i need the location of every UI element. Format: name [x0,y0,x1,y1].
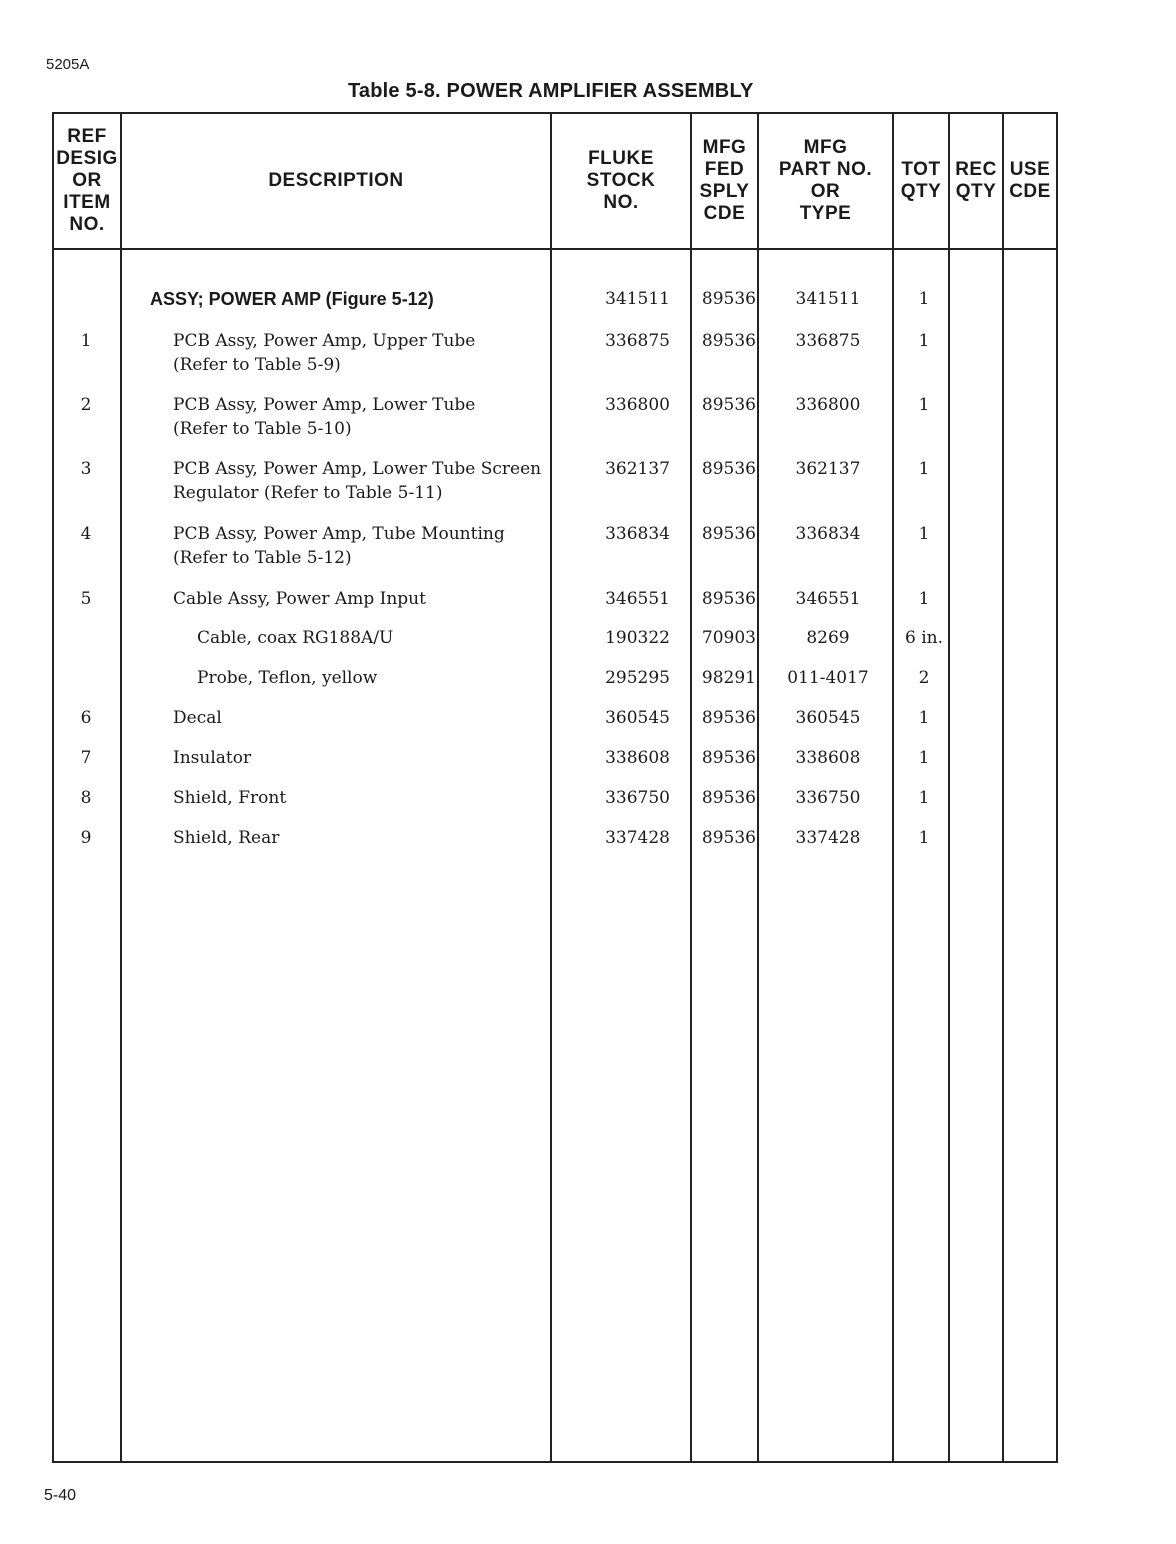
ref-desig-cell: 6 [80,708,92,728]
header-tot-qty: TOT QTY [900,159,942,202]
mfg-code-cell: 89536 [701,589,756,609]
part-no-cell: 337428 [795,828,861,848]
stock-no-cell: 346551 [605,589,670,609]
mfg-code-cell: 70903 [701,628,756,648]
stock-no-cell: 337428 [605,828,670,848]
description-cell [173,393,475,441]
page-number: 5-40 [44,1487,77,1504]
part-no-cell: 362137 [795,459,861,479]
header-fluke-stock-no: FLUKE STOCK NO. [586,148,656,213]
header-ref-desig: REF DESIG OR ITEM NO. [56,126,118,235]
description-line: Regulator (Refer to Table 5-11) [173,483,443,503]
table-title: Table 5-8. POWER AMPLIFIER ASSEMBLY [348,80,754,102]
tot-qty-cell: 1 [918,708,930,728]
mfg-code-cell: 89536 [701,828,756,848]
stock-no-cell: 338608 [605,748,670,768]
part-no-cell: 341511 [795,289,861,309]
mfg-code-cell: 89536 [701,289,756,309]
ref-desig-cell: 3 [80,459,92,479]
ref-desig-cell: 2 [80,395,92,415]
description-cell [173,457,541,505]
part-no-cell: 336800 [795,395,861,415]
description-line: (Refer to Table 5-12) [173,548,352,568]
ref-desig-cell: 1 [80,331,92,351]
description-line: (Refer to Table 5-10) [173,419,352,439]
description-cell: Decal [173,708,222,728]
tot-qty-cell: 6 in. [904,628,943,648]
tot-qty-cell: 1 [918,748,930,768]
tot-qty-cell: 1 [918,828,930,848]
description-cell: Cable, coax RG188A/U [197,628,394,648]
mfg-code-cell: 89536 [701,459,756,479]
description-cell: Shield, Front [173,788,287,808]
stock-no-cell: 336875 [605,331,670,351]
part-no-cell: 336750 [795,788,861,808]
stock-no-cell: 360545 [605,708,670,728]
mfg-code-cell: 89536 [701,708,756,728]
tot-qty-cell: 1 [918,524,930,544]
ref-desig-cell: 8 [80,788,92,808]
part-no-cell: 360545 [795,708,861,728]
header-description: DESCRIPTION [268,170,404,191]
description-cell: Insulator [173,748,252,768]
description-line: (Refer to Table 5-9) [173,355,341,375]
tot-qty-cell: 1 [918,459,930,479]
ref-desig-cell: 9 [80,828,92,848]
header-rec-qty: REC QTY [955,159,997,202]
part-no-cell: 346551 [795,589,861,609]
description-cell: ASSY; POWER AMP (Figure 5-12) [150,289,434,309]
ref-desig-cell: 7 [80,748,92,768]
stock-no-cell: 190322 [605,628,670,648]
tot-qty-cell: 1 [918,331,930,351]
header-mfg-part-no: MFG PART NO. OR TYPE [778,137,873,224]
mfg-code-cell: 89536 [701,524,756,544]
part-no-cell: 011-4017 [787,668,869,688]
part-no-cell: 336875 [795,331,861,351]
stock-no-cell: 336750 [605,788,670,808]
mfg-code-cell: 89536 [701,788,756,808]
stock-no-cell: 295295 [605,668,670,688]
ref-desig-cell: 4 [80,524,92,544]
part-no-cell: 338608 [795,748,861,768]
column-divider [1002,112,1004,1463]
parts-list-table [52,112,1058,1463]
description-line: PCB Assy, Power Amp, Lower Tube [173,395,476,415]
mfg-code-cell: 89536 [701,748,756,768]
description-line: PCB Assy, Power Amp, Upper Tube [173,331,476,351]
column-divider [550,112,552,1463]
description-cell [173,522,505,570]
stock-no-cell: 336800 [605,395,670,415]
description-cell: Probe, Teflon, yellow [197,668,378,688]
part-no-cell: 8269 [806,628,850,648]
tot-qty-cell: 1 [918,289,930,309]
tot-qty-cell: 1 [918,589,930,609]
mfg-code-cell: 89536 [701,395,756,415]
description-cell: Shield, Rear [173,828,280,848]
column-divider [757,112,759,1463]
mfg-code-cell: 98291 [701,668,756,688]
description-cell: Cable Assy, Power Amp Input [173,589,426,609]
stock-no-cell: 362137 [605,459,670,479]
stock-no-cell: 336834 [605,524,670,544]
part-no-cell: 336834 [795,524,861,544]
header-mfg-fed-sply-cde: MFG FED SPLY CDE [699,137,750,224]
tot-qty-cell: 1 [918,788,930,808]
header-use-cde: USE CDE [1009,159,1051,202]
column-divider [120,112,122,1463]
description-cell [173,329,475,377]
mfg-code-cell: 89536 [701,331,756,351]
tot-qty-cell: 1 [918,395,930,415]
document-id: 5205A [46,56,90,73]
description-line: PCB Assy, Power Amp, Tube Mounting [173,524,505,544]
description-line: PCB Assy, Power Amp, Lower Tube Screen [173,459,542,479]
ref-desig-cell: 5 [80,589,92,609]
header-divider [52,248,1058,250]
tot-qty-cell: 2 [918,668,930,688]
stock-no-cell: 341511 [605,289,670,309]
